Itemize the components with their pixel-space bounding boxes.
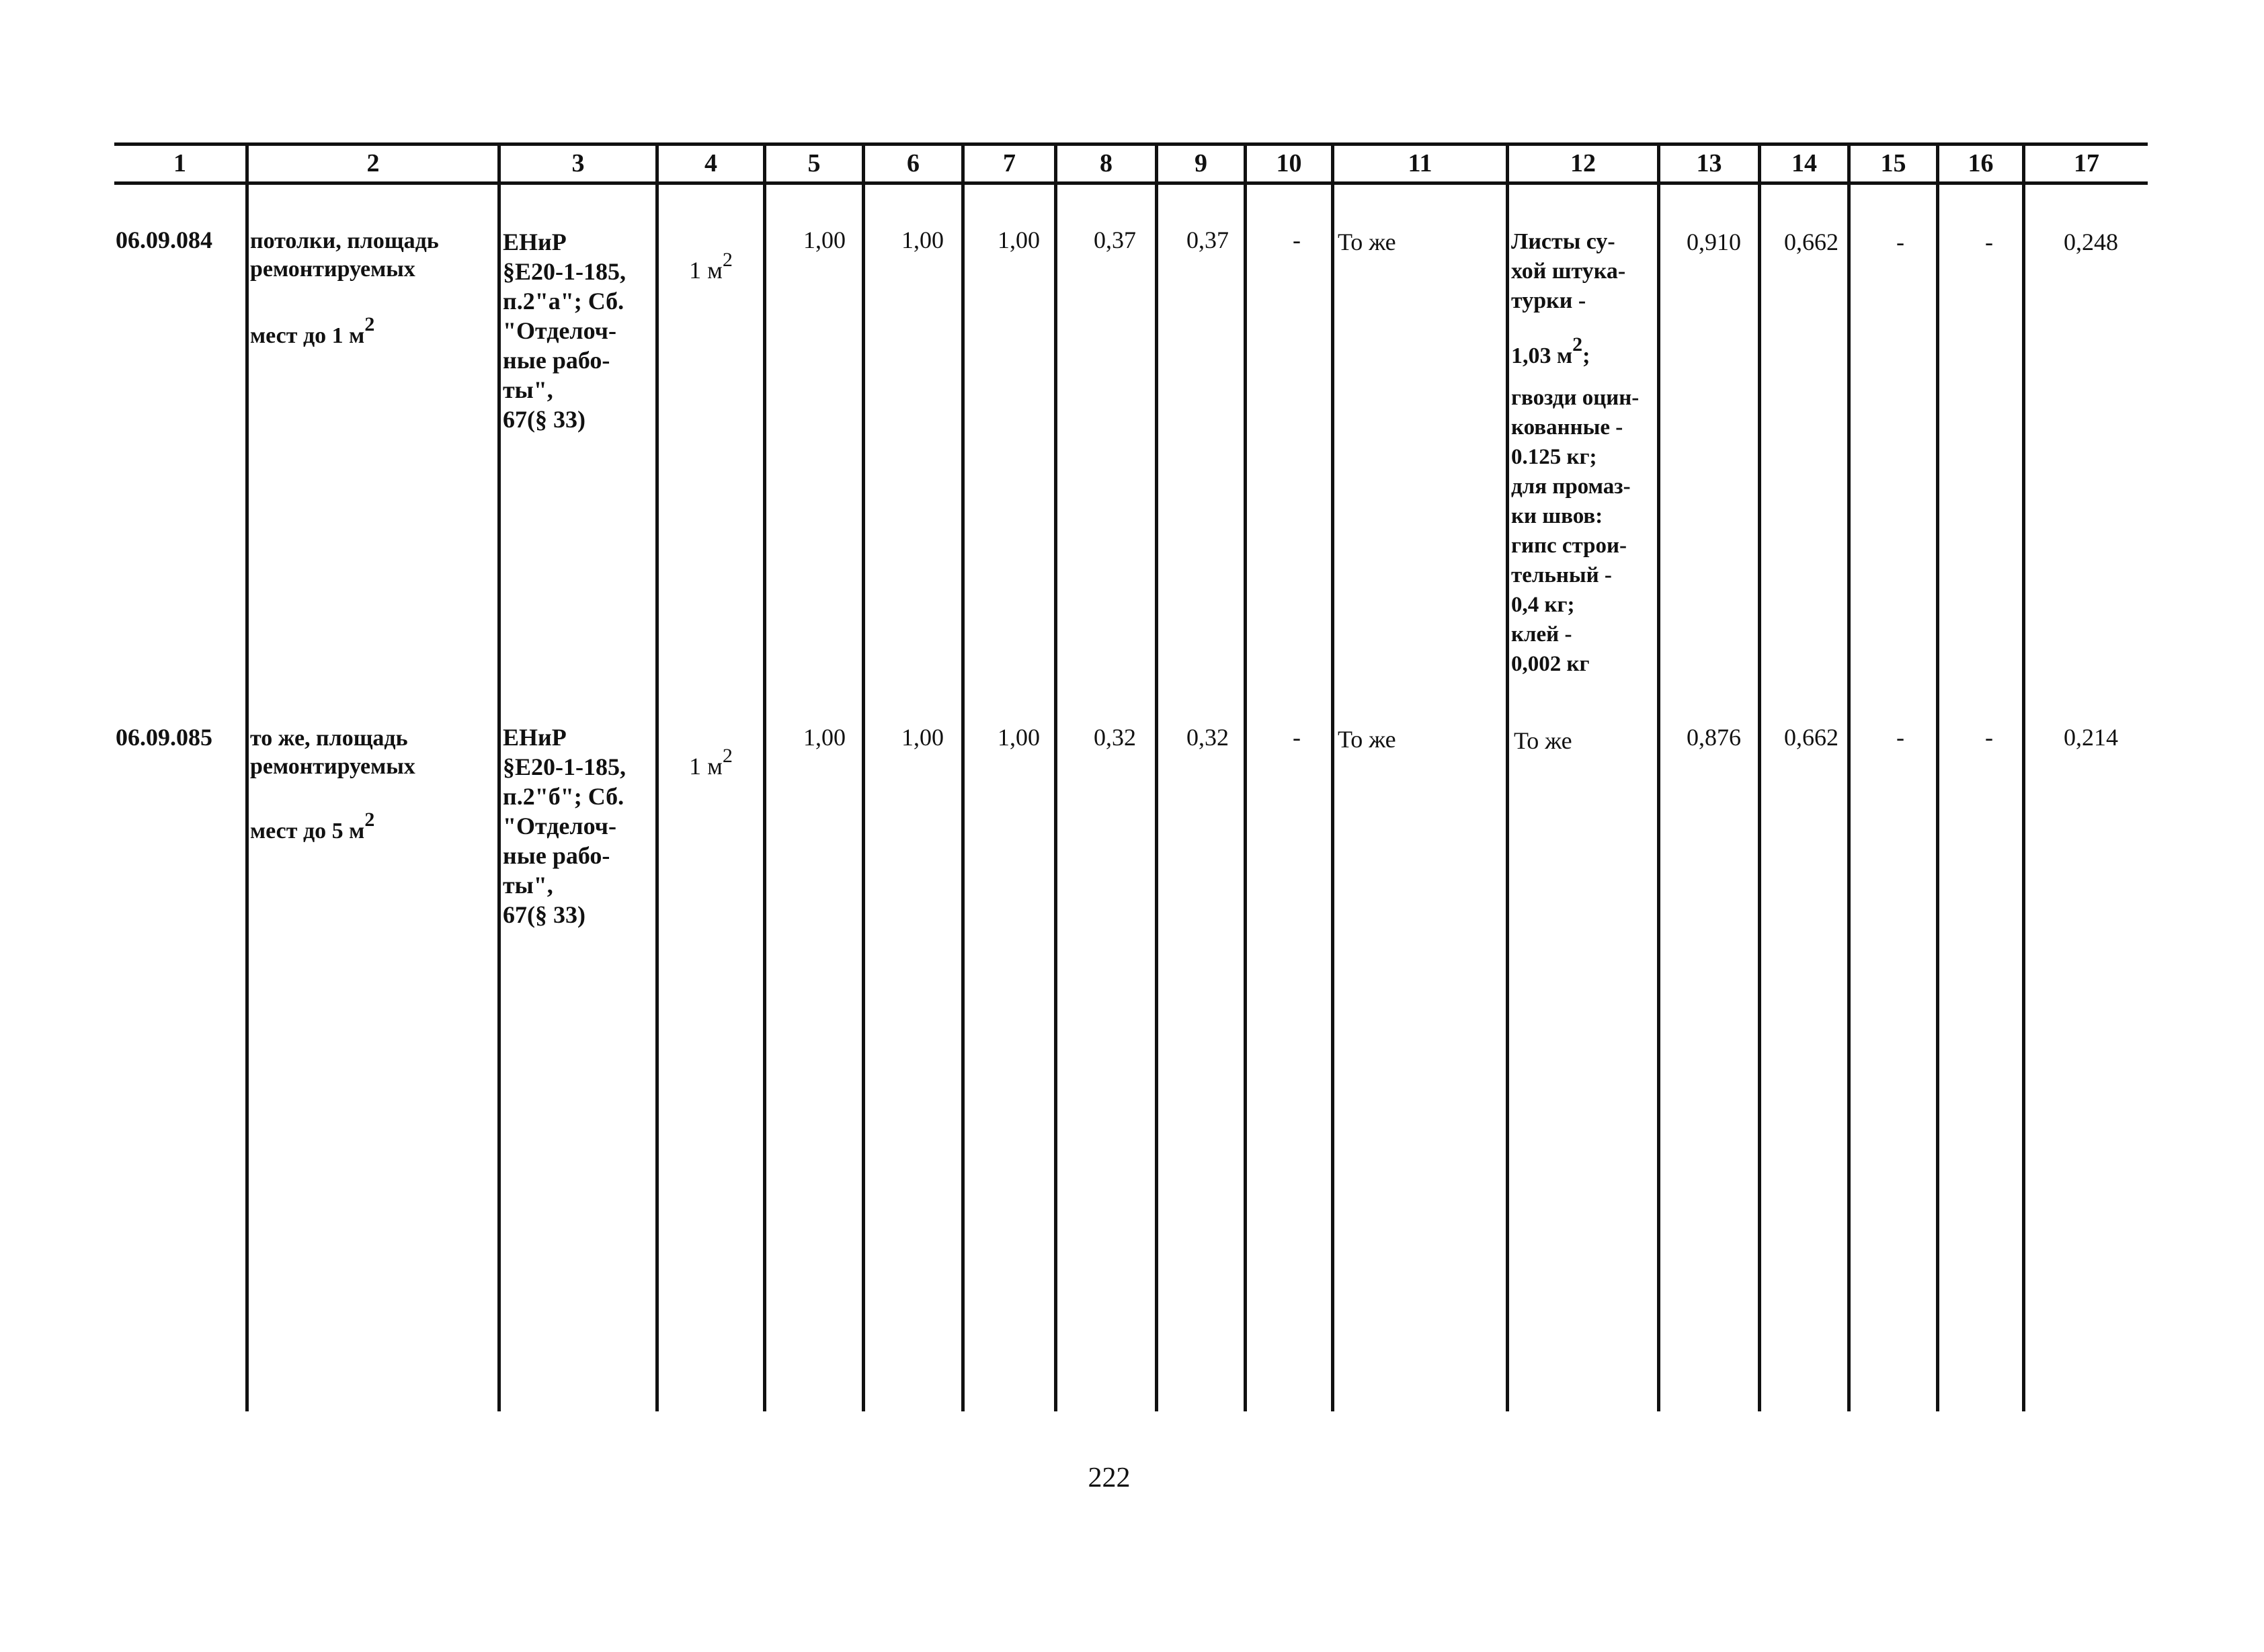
header-bottom-rule [114, 181, 2148, 185]
cell-col16: - [1985, 229, 1993, 255]
column-header: 9 [1195, 149, 1207, 177]
cell-col17: 0,214 [2064, 724, 2118, 751]
column-header: 12 [1570, 149, 1596, 177]
column-header: 5 [807, 149, 821, 177]
cell-col11: То же [1338, 726, 1396, 753]
row-description-area-text: мест до 5 м [250, 819, 365, 843]
row-code: 06.09.084 [116, 226, 212, 253]
column-divider [1936, 142, 1939, 1411]
page-number: 222 [1088, 1462, 1131, 1493]
column-header: 17 [2074, 149, 2099, 177]
cell-col15: - [1896, 229, 1904, 255]
superscript: 2 [722, 249, 733, 271]
row-materials: То же [1514, 727, 1572, 754]
cell-col5: 1,00 [803, 724, 846, 751]
superscript: 2 [1572, 333, 1583, 356]
cell-col13: 0,910 [1687, 229, 1741, 255]
row-materials-list: гвозди оцин- кованные - 0.125 кг; для промаз- ки швов: гипс строи- тельный - 0,4 кг; клей - 0,002 кг [1511, 386, 1640, 676]
row-description: потолки, площадь ремонтируемых [250, 229, 439, 282]
column-header: 13 [1696, 149, 1722, 177]
column-header: 11 [1408, 149, 1432, 177]
cell-col15: - [1896, 724, 1904, 751]
row-norm-reference: ЕНиР §Е20-1-185, п.2"а"; Сб. "Отделоч- ные рабо- ты", 67(§ 33) [503, 229, 626, 433]
cell-col8: 0,32 [1094, 724, 1136, 751]
row-materials: Листы су- хой штука- турки - [1511, 229, 1626, 313]
row-description-area-text: мест до 1 м [250, 323, 365, 348]
cell-col7: 1,00 [998, 226, 1040, 253]
row-materials-sheet-area [1511, 333, 1656, 371]
column-divider [763, 142, 766, 1411]
cell-col9: 0,32 [1186, 724, 1229, 751]
cell-col11: То же [1338, 229, 1396, 255]
cell-col8: 0,37 [1094, 226, 1136, 253]
column-divider [1244, 142, 1247, 1411]
superscript: 2 [722, 745, 733, 767]
column-header: 15 [1880, 149, 1906, 177]
column-divider [1657, 142, 1660, 1411]
row-unit-text: 1 м [689, 257, 723, 284]
column-header: 10 [1276, 149, 1302, 177]
column-divider [245, 142, 249, 1411]
column-header: 1 [173, 149, 186, 177]
cell-col10: - [1293, 724, 1301, 751]
column-header: 8 [1100, 149, 1113, 177]
row-description: то же, площадь ремонтируемых [250, 726, 415, 779]
column-divider [1054, 142, 1057, 1411]
column-header: 3 [571, 149, 585, 177]
column-divider [1506, 142, 1509, 1411]
column-header: 6 [907, 149, 920, 177]
cell-col16: - [1985, 724, 1993, 751]
column-divider [1847, 142, 1851, 1411]
column-divider [1331, 142, 1334, 1411]
row-unit-text: 1 м [689, 753, 723, 780]
cell-col14: 0,662 [1784, 229, 1838, 255]
cell-col13: 0,876 [1687, 724, 1741, 751]
row-description-area [250, 313, 492, 351]
row-unit [659, 745, 763, 781]
row-code: 06.09.085 [116, 724, 212, 751]
row-unit [659, 249, 763, 285]
column-divider [2022, 142, 2025, 1411]
row-description-area [250, 809, 492, 846]
cell-col6: 1,00 [901, 226, 944, 253]
cell-col17: 0,248 [2064, 229, 2118, 255]
column-divider [961, 142, 965, 1411]
superscript: 2 [364, 313, 375, 335]
column-header: 2 [366, 149, 380, 177]
column-divider [862, 142, 865, 1411]
cell-col10: - [1293, 226, 1301, 253]
punctuation: ; [1582, 343, 1590, 368]
cell-col14: 0,662 [1784, 724, 1838, 751]
cell-col6: 1,00 [901, 724, 944, 751]
column-header: 4 [704, 149, 717, 177]
cell-col5: 1,00 [803, 226, 846, 253]
row-materials-sheet-area-text: 1,03 м [1511, 343, 1573, 368]
cell-col9: 0,37 [1186, 226, 1229, 253]
superscript: 2 [364, 809, 375, 831]
column-header: 7 [1003, 149, 1016, 177]
column-divider [1758, 142, 1761, 1411]
column-header: 16 [1968, 149, 1994, 177]
column-divider [1155, 142, 1158, 1411]
column-header: 14 [1791, 149, 1817, 177]
row-norm-reference: ЕНиР §Е20-1-185, п.2"б"; Сб. "Отделоч- ные рабо- ты", 67(§ 33) [503, 724, 626, 928]
column-divider [497, 142, 501, 1411]
cell-col7: 1,00 [998, 724, 1040, 751]
